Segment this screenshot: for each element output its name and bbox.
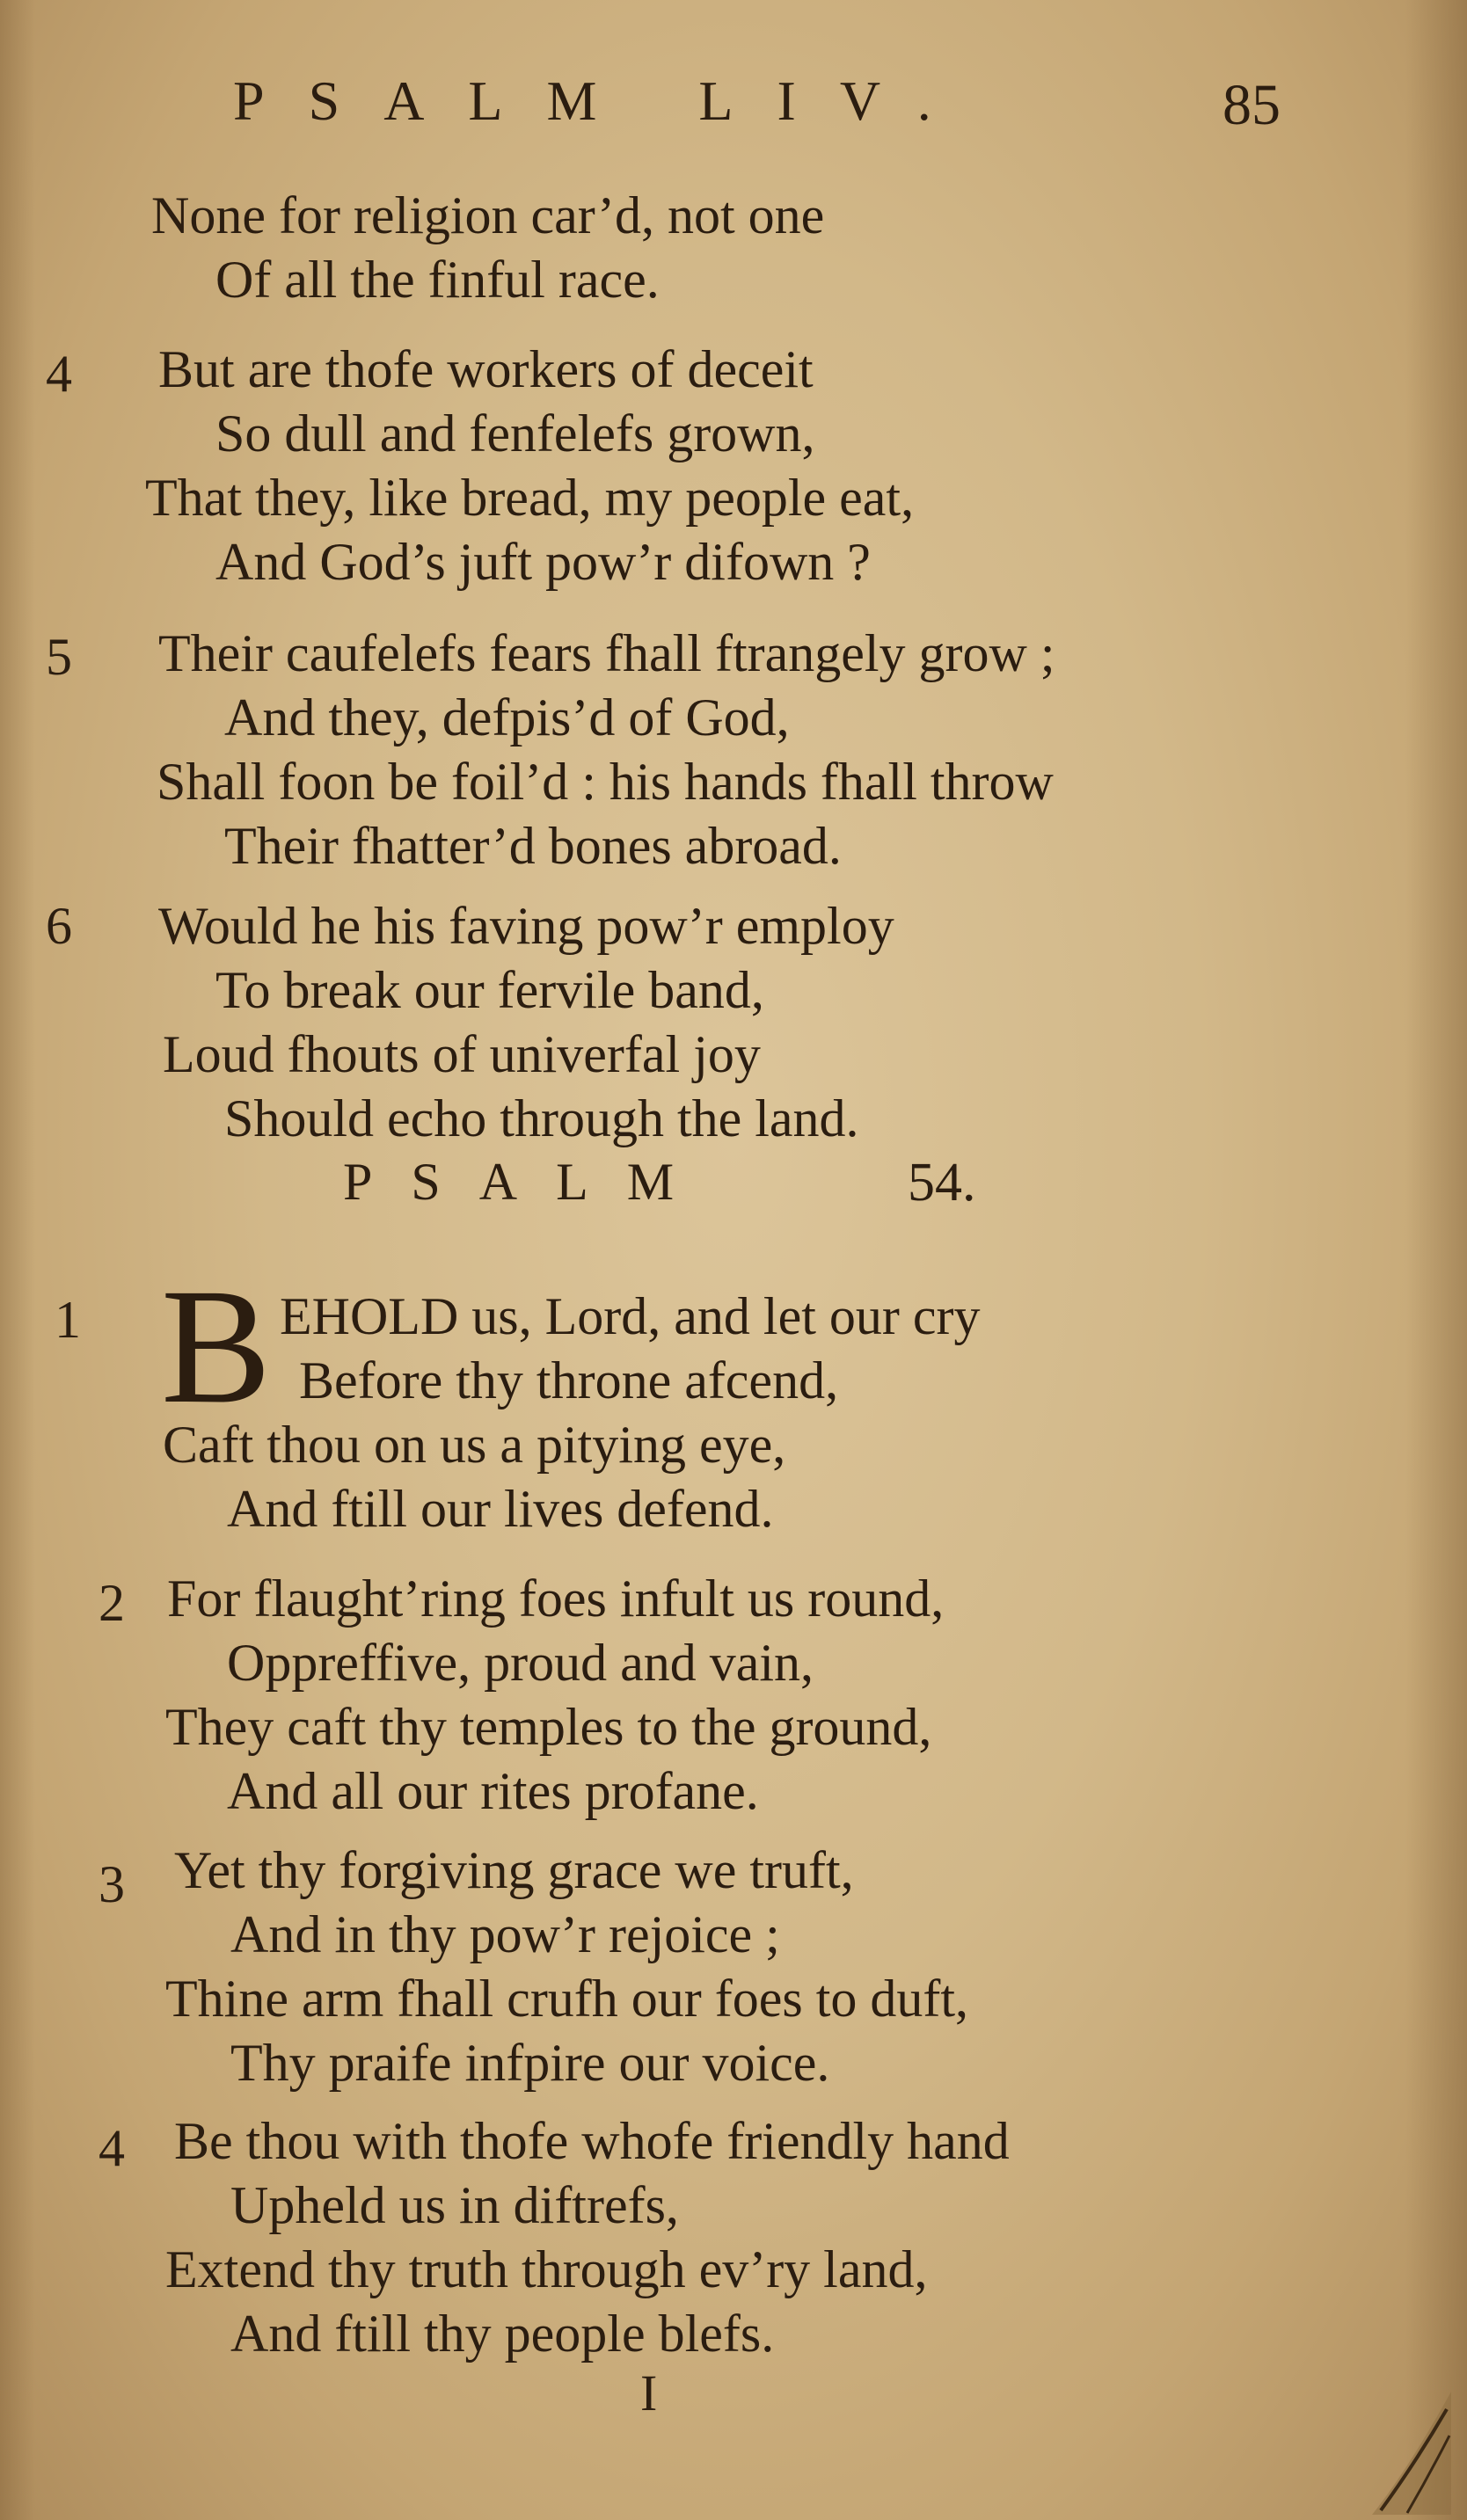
psalm-heading: PSALM [343, 1153, 713, 1211]
verse-line: Their caufelefs fears fhall ftrangely grow ; [158, 624, 1055, 682]
verse-line: But are thofe workers of deceit [158, 340, 814, 398]
verse-line: EHOLD us, Lord, and let our cry [280, 1287, 981, 1345]
verse-line: Before thy throne afcend, [299, 1351, 839, 1409]
verse-line: Their fhatter’d bones abroad. [224, 817, 842, 875]
page-header [0, 62, 1467, 141]
verse-line: And all our rites profane. [227, 1762, 759, 1820]
verse-line: Oppreffive, proud and vain, [227, 1634, 814, 1692]
verse-line: Loud fhouts of univerfal joy [163, 1025, 761, 1083]
drop-cap: B [161, 1254, 272, 1438]
verse-number: 2 [99, 1574, 125, 1632]
verse-line: So dull and fenfelefs grown, [215, 404, 815, 462]
verse-line: Upheld us in diftrefs, [230, 2176, 679, 2234]
verse-line: Extend thy truth through ev’ry land, [165, 2240, 928, 2298]
psalm-number: 54. [908, 1153, 976, 1213]
verse-line: And they, defpis’d of God, [224, 688, 790, 747]
running-title: PSALM LIV. [233, 69, 975, 132]
verse-line: Be thou with thofe whofe friendly hand [174, 2112, 1010, 2170]
verse-number: 5 [46, 628, 72, 686]
verse-line: Thy praife infpire our voice. [230, 2034, 830, 2092]
page-corner-curl-icon [1354, 2392, 1451, 2515]
verse-number: 6 [46, 897, 72, 955]
verse-number: 4 [99, 2119, 125, 2177]
verse-line: Shall foon be foil’d : his hands fhall throw [157, 753, 1054, 811]
verse-line: And in thy pow’r rejoice ; [230, 1905, 780, 1963]
verse-number: 1 [55, 1291, 81, 1349]
verse-line: And ftill our lives defend. [227, 1480, 774, 1538]
carry-over-line: None for religion car’d, not one [151, 186, 825, 244]
verse-line: Caft thou on us a pitying eye, [163, 1416, 786, 1474]
verse-number: 3 [99, 1855, 125, 1913]
verse-line: Would he his faving pow’r employ [158, 897, 894, 955]
carry-over-line: Of all the finful race. [215, 251, 660, 309]
verse-line: And God’s juft pow’r difown ? [215, 533, 871, 591]
verse-line: That they, like bread, my people eat, [145, 469, 915, 527]
page-edge-shadow-right [1405, 0, 1467, 2520]
verse-line: To break our fervile band, [215, 961, 764, 1019]
catchword: I [640, 2364, 658, 2422]
verse-line: For flaught’ring foes infult us round, [167, 1570, 945, 1628]
verse-line: Yet thy forgiving grace we truft, [174, 1841, 854, 1899]
verse-line: And ftill thy people blefs. [230, 2305, 775, 2363]
verse-line: Thine arm fhall crufh our foes to duft, [165, 1970, 969, 2028]
verse-line: Should echo through the land. [224, 1089, 859, 1147]
page-edge-shadow-left [0, 0, 35, 2520]
page-number: 85 [1222, 73, 1281, 137]
verse-number: 4 [46, 345, 72, 403]
verse-line: They caft thy temples to the ground, [165, 1698, 932, 1756]
